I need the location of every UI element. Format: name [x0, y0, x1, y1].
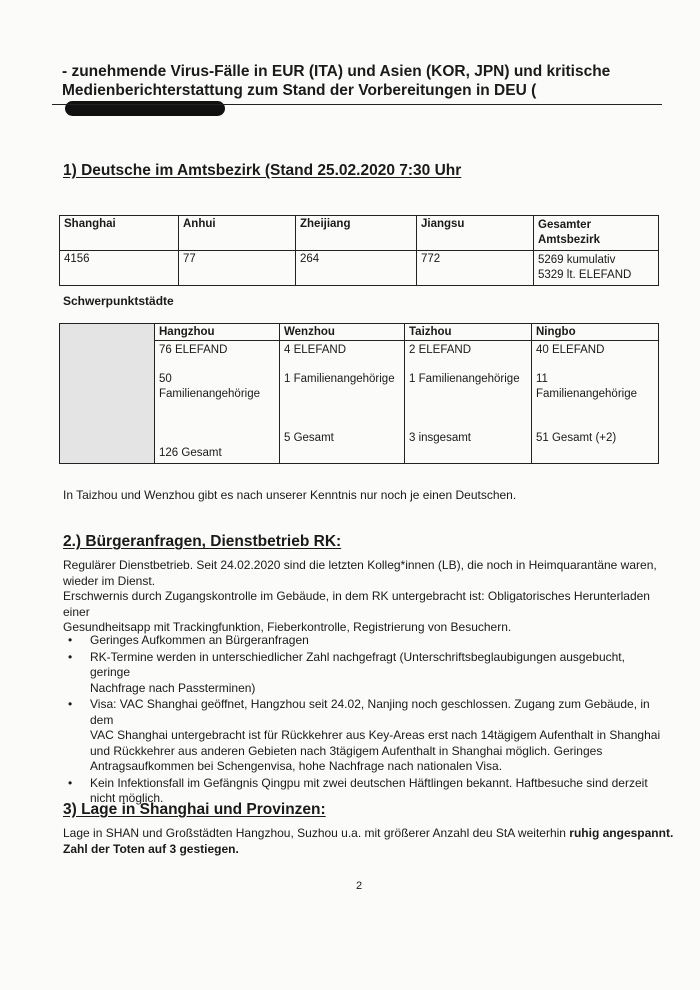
cell-line: 2 ELEFAND	[409, 344, 471, 356]
spacer	[409, 387, 527, 431]
spacer	[536, 402, 654, 431]
text-normal: Lage in SHAN und Großstädten Hangzhou, Suzhou u.a. mit größerer Anzahl deu StA weiterhin	[63, 826, 570, 840]
cell-line: 3 insgesamt	[409, 432, 472, 444]
bullet-line: Geringes Aufkommen an Bürgeranfragen	[90, 633, 309, 647]
section-1-title: 1) Deutsche im Amtsbezirk (Stand 25.02.2020 7:30 Uhr	[63, 162, 462, 179]
header-line-1: - zunehmende Virus-Fälle in EUR (ITA) und Asien (KOR, JPN) und kritische	[62, 63, 611, 80]
spacer	[159, 402, 275, 446]
para-line: Regulärer Dienstbetrieb. Seit 24.02.2020 sind die letzten Kolleg*innen (LB), die noch in Heimquarantäne waren,	[63, 558, 657, 572]
spacer	[284, 358, 400, 372]
section-2-bullet-list	[68, 633, 668, 808]
spacer	[159, 358, 275, 372]
table-header-cell: Zheijiang	[296, 216, 417, 251]
cell-line: 51 Gesamt (+2)	[536, 432, 617, 444]
table-header-cell: Wenzhou	[280, 324, 405, 341]
table-row	[60, 251, 659, 286]
para-line: Erschwernis durch Zugangskontrolle im Gebäude, in dem RK untergebracht ist: Obligatorisches Herunterladen einer	[63, 589, 650, 619]
para-line: Gesundheitsapp mit Trackingfunktion, Fieberkontrolle, Registrierung von Besuchern.	[63, 620, 512, 634]
bullet-line: und Rückkehrer aus anderen Gebieten nach 3tägigem Aufenthalt in Shanghai möglich. Geringes	[90, 743, 603, 758]
section-2-title: 2.) Bürgeranfragen, Dienstbetrieb RK:	[63, 533, 342, 550]
cell-line: 1 Familienangehörige	[284, 373, 395, 385]
bullet-icon: •	[68, 775, 73, 790]
spacer	[284, 387, 400, 431]
bullet-line: Antragsaufkommen bei Schengenvisa, hohe Nachfrage nach nationalen Visa.	[90, 759, 503, 773]
cell-line: Familienangehörige	[159, 388, 261, 400]
bullet-icon: •	[68, 697, 73, 711]
cell-line: 4 ELEFAND	[284, 344, 346, 356]
table-cell-total	[534, 251, 659, 286]
bullet-icon: •	[68, 649, 73, 664]
amtsbezirk-table	[59, 215, 659, 286]
bullet-line: Visa: VAC Shanghai geöffnet, Hangzhou seit 24.02, Nanjing noch geschlossen. Zugang zum Gebäude, in dem	[90, 697, 650, 727]
cities-table	[59, 323, 659, 464]
total-elefand: 5329 lt. ELEFAND	[538, 269, 632, 281]
table-cell: 772	[417, 251, 534, 286]
table-cell: 264	[296, 251, 417, 286]
table-header-cell: Hangzhou	[155, 324, 280, 341]
cell-line: 5 Gesamt	[284, 432, 334, 444]
cell-line: 126 Gesamt	[159, 447, 222, 459]
city-cell-ningbo	[532, 341, 659, 464]
section-2-para-1	[63, 558, 673, 636]
section-3-paragraph	[63, 826, 683, 857]
bullet-line: RK-Termine werden in unterschiedlicher Zahl nachgefragt (Unterschriftsbeglaubigungen ausgebucht, geringe	[90, 649, 625, 679]
para-line	[63, 826, 683, 842]
cell-line: 40 ELEFAND	[536, 344, 605, 356]
table-cell: 4156	[60, 251, 179, 286]
cities-subtitle: Schwerpunktstädte	[63, 294, 174, 308]
city-cell-wenzhou	[280, 341, 405, 464]
text-bold: ruhig angespannt.	[569, 826, 674, 840]
header-line-2	[62, 81, 662, 119]
shaded-cell	[60, 324, 155, 464]
cities-note: In Taizhou und Wenzhou gibt es nach unserer Kenntnis nur noch je einen Deutschen.	[63, 488, 517, 502]
bullet-item	[68, 633, 668, 649]
city-cell-hangzhou	[155, 341, 280, 464]
text-bold-line: Zahl der Toten auf 3 gestiegen.	[63, 841, 239, 856]
table-header-cell: Taizhou	[405, 324, 532, 341]
cell-line: Familienangehörige	[536, 388, 638, 400]
bullet-line: VAC Shanghai untergebracht ist für Rückkehrer aus Key-Areas erst nach 14tägigem Aufenthalt in Shanghai	[90, 728, 661, 742]
table-header-cell: Gesamter Amtsbezirk	[534, 216, 659, 251]
bullet-line: Kein Infektionsfall im Gefängnis Qingpu mit zwei deutschen Häftlingen bekannt. Haftbesuche sind derzeit	[90, 775, 648, 790]
section-3-title: 3) Lage in Shanghai und Provinzen:	[63, 801, 326, 818]
document-header	[62, 62, 662, 119]
table-header-cell: Ningbo	[532, 324, 659, 341]
table-header-row	[60, 216, 659, 251]
para-line: wieder im Dienst.	[63, 573, 156, 588]
header-rule	[52, 104, 662, 105]
bullet-item	[68, 697, 668, 775]
spacer	[536, 358, 654, 372]
bullet-line: Nachfrage nach Passterminen)	[90, 680, 256, 695]
table-header-cell: Jiangsu	[417, 216, 534, 251]
table-header-cell: Anhui	[179, 216, 296, 251]
table-cell: 77	[179, 251, 296, 286]
bullet-icon: •	[68, 633, 73, 647]
bullet-item	[68, 650, 668, 697]
cell-line: 76 ELEFAND	[159, 344, 228, 356]
header-line-2-text: Medienberichterstattung zum Stand der Vorbereitungen in DEU (	[62, 82, 537, 99]
bullet-line: nicht möglich.	[90, 791, 164, 805]
cell-line: 1 Familienangehörige	[409, 373, 520, 385]
total-cumulative: 5269 kumulativ	[538, 254, 616, 266]
city-cell-taizhou	[405, 341, 532, 464]
cell-line: 11	[536, 373, 548, 385]
cell-line: 50	[159, 373, 172, 385]
page-number: 2	[356, 880, 363, 892]
table-header-cell: Shanghai	[60, 216, 179, 251]
table-header-row	[60, 324, 659, 341]
spacer	[409, 358, 527, 372]
